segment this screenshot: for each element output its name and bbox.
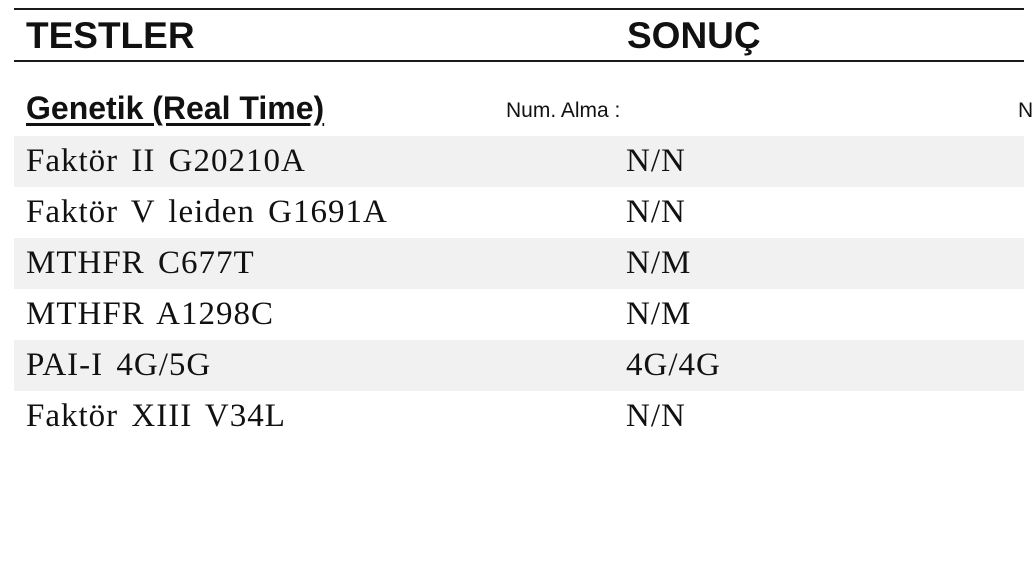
test-name: Faktör II G20210A <box>26 143 306 179</box>
test-result: 4G/4G <box>626 347 721 383</box>
results-table <box>14 136 1024 442</box>
test-name: Faktör XIII V34L <box>26 398 286 434</box>
sample-label-cut: N <box>1018 99 1033 122</box>
table-row <box>14 136 1024 187</box>
section-title: Genetik (Real Time) <box>26 90 325 126</box>
test-result: N/M <box>626 296 692 332</box>
test-result: N/N <box>626 143 686 179</box>
header-rule <box>14 60 1024 62</box>
table-row <box>14 238 1024 289</box>
test-result: N/N <box>626 194 686 230</box>
result-column-header: SONUÇ <box>627 15 761 56</box>
table-row <box>14 391 1024 442</box>
sample-number-label: Num. Alma : <box>506 99 621 122</box>
test-name: MTHFR A1298C <box>26 296 274 332</box>
test-result: N/M <box>626 245 692 281</box>
test-name: Faktör V leiden G1691A <box>26 194 388 230</box>
tests-column-header: TESTLER <box>26 15 195 56</box>
table-row <box>14 289 1024 340</box>
test-result: N/N <box>626 398 686 434</box>
test-name: MTHFR C677T <box>26 245 255 281</box>
table-row <box>14 187 1024 238</box>
top-rule <box>14 8 1024 10</box>
table-row <box>14 340 1024 391</box>
test-name: PAI-I 4G/5G <box>26 347 212 383</box>
